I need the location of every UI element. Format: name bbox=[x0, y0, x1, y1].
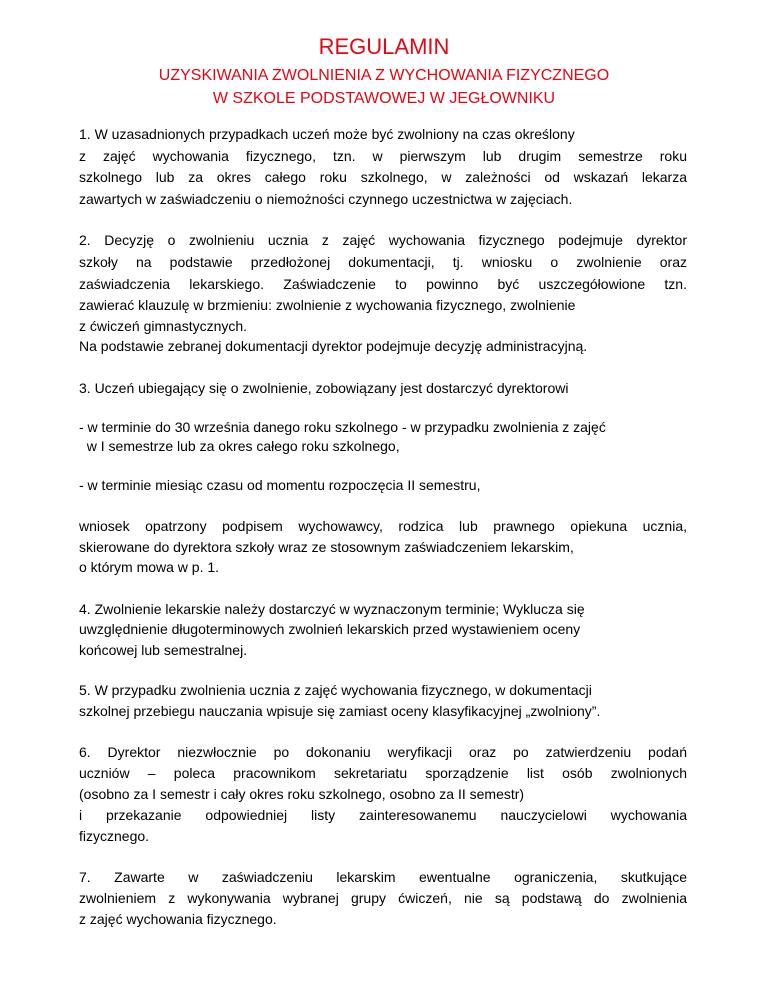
paragraph-3c-line: wniosek opatrzony podpisem wychowawcy, rodzica lub prawnego opiekuna ucznia, bbox=[79, 518, 687, 534]
document-subtitle-line-2: W SZKOLE PODSTAWOWEJ W JEGŁOWNIKU bbox=[212, 90, 556, 107]
paragraph-5-line: szkolnej przebiegu nauczania wpisuje się zamiast oceny klasyfikacyjnej „zwolniony”. bbox=[79, 703, 601, 719]
paragraph-6-line: i przekazanie odpowiedniej listy zainteresowanemu nauczycielowi wychowania bbox=[79, 807, 687, 823]
paragraph-7-line: z zajęć wychowania fizycznego. bbox=[79, 911, 277, 927]
paragraph-2-line: zawierać klauzulę w brzmieniu: zwolnienie z wychowania fizycznego, zwolnienie bbox=[79, 297, 576, 313]
document-subtitle-line-1: UZYSKIWANIA ZWOLNIENIA Z WYCHOWANIA FIZYCZNEGO bbox=[158, 67, 610, 84]
paragraph-2-line: 2. Decyzję o zwolnieniu ucznia z zajęć wychowania fizycznego podejmuje dyrektor bbox=[79, 232, 687, 248]
paragraph-3-line: 3. Uczeń ubiegający się o zwolnienie, zobowiązany jest dostarczyć dyrektorowi bbox=[79, 380, 569, 396]
paragraph-3c-line: o którym mowa w p. 1. bbox=[79, 559, 220, 575]
paragraph-1-line: zawartych w zaświadczeniu o niemożności czynnego uczestnictwa w zajęciach. bbox=[79, 191, 573, 207]
paragraph-1-line: z zajęć wychowania fizycznego, tzn. w pierwszym lub drugim semestrze roku bbox=[79, 148, 687, 164]
paragraph-2-line: Na podstawie zebranej dokumentacji dyrektor podejmuje decyzję administracyjną. bbox=[79, 338, 588, 354]
paragraph-6-line: (osobno za I semestr i cały okres roku szkolnego, osobno za II semestr) bbox=[79, 786, 525, 802]
paragraph-3a-line: - w terminie do 30 września danego roku szkolnego - w przypadku zwolnienia z zajęć bbox=[79, 419, 606, 435]
paragraph-6-line: uczniów – poleca pracownikom sekretariatu sporządzenie list osób zwolnionych bbox=[79, 765, 687, 781]
paragraph-4-line: 4. Zwolnienie lekarskie należy dostarczyć w wyznaczonym terminie; Wyklucza się bbox=[79, 601, 585, 617]
paragraph-4-line: uwzględnienie długoterminowych zwolnień lekarskich przed wystawieniem oceny bbox=[79, 621, 581, 637]
paragraph-3a-line: w I semestrze lub za okres całego roku szkolnego, bbox=[79, 438, 400, 454]
paragraph-2-line: szkoły na podstawie przedłożonej dokumentacji, tj. wniosku o zwolnienie oraz bbox=[79, 254, 687, 270]
paragraph-6-line: fizycznego. bbox=[79, 828, 150, 844]
paragraph-3c-line: skierowane do dyrektora szkoły wraz ze stosownym zaświadczeniem lekarskim, bbox=[79, 539, 574, 555]
paragraph-7-line: 7. Zawarte w zaświadczeniu lekarskim ewentualne ograniczenia, skutkujące bbox=[79, 869, 687, 885]
paragraph-3b-line: - w terminie miesiąc czasu od momentu rozpoczęcia II semestru, bbox=[79, 477, 481, 493]
paragraph-1-line: szkolnego lub za okres całego roku szkolnego, w zależności od wskazań lekarza bbox=[79, 169, 687, 185]
paragraph-6-line: 6. Dyrektor niezwłocznie po dokonaniu weryfikacji oraz po zatwierdzeniu podań bbox=[79, 744, 687, 760]
paragraph-2-line: zaświadczenia lekarskiego. Zaświadczenie to powinno być uszczegółowione tzn. bbox=[79, 276, 687, 292]
paragraph-5-line: 5. W przypadku zwolnienia ucznia z zajęć wychowania fizycznego, w dokumentacji bbox=[79, 682, 592, 698]
paragraph-1-line: 1. W uzasadnionych przypadkach uczeń może być zwolniony na czas określony bbox=[79, 126, 575, 142]
paragraph-2-line: z ćwiczeń gimnastycznych. bbox=[79, 318, 248, 334]
paragraph-7-line: zwolnieniem z wykonywania wybranej grupy ćwiczeń, nie są podstawą do zwolnienia bbox=[79, 890, 687, 906]
paragraph-4-line: końcowej lub semestralnej. bbox=[79, 642, 248, 658]
document-title: REGULAMIN bbox=[318, 34, 450, 59]
